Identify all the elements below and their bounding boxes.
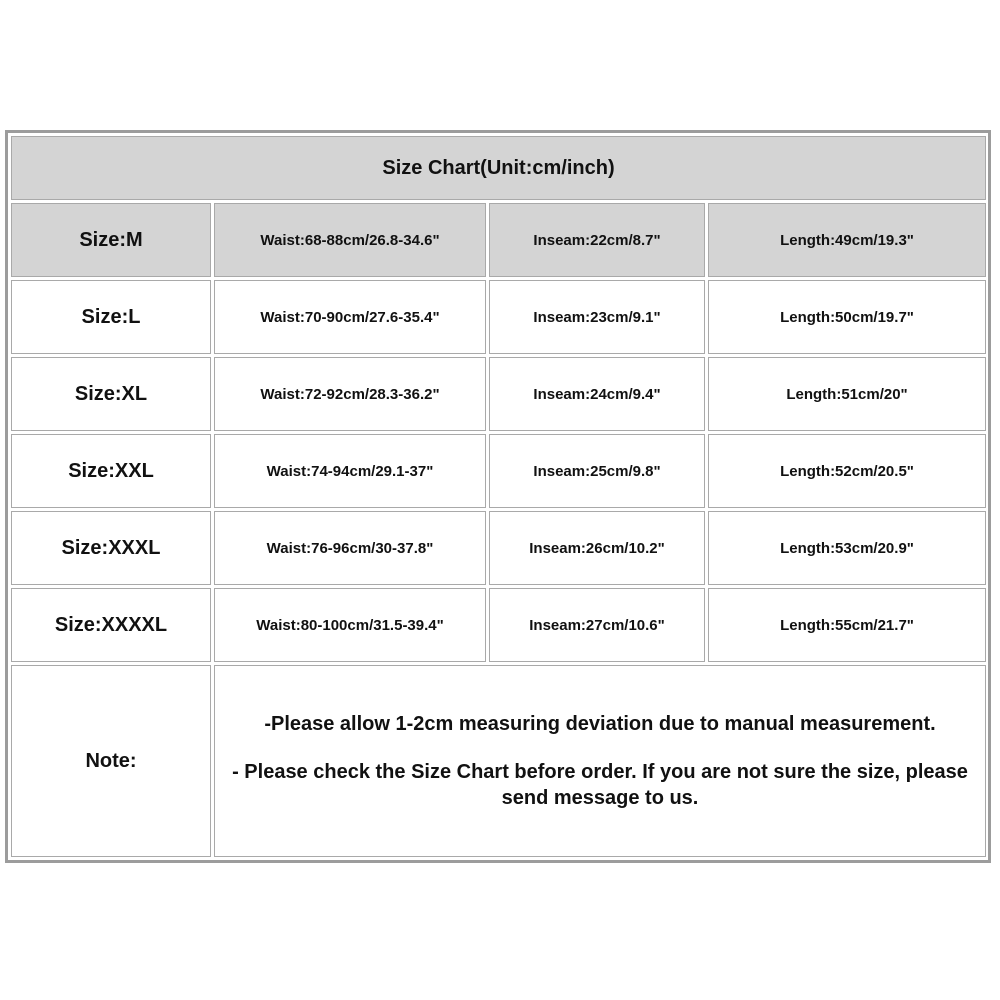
table-row <box>11 511 986 585</box>
waist-value: Waist:70-90cm/27.6-35.4" <box>214 280 486 354</box>
size-label: Size:XXL <box>11 434 211 508</box>
length-value: Length:50cm/19.7" <box>708 280 986 354</box>
size-label: Size:XXXL <box>11 511 211 585</box>
chart-title: Size Chart(Unit:cm/inch) <box>11 136 986 200</box>
note-row <box>11 665 986 857</box>
waist-value: Waist:72-92cm/28.3-36.2" <box>214 357 486 431</box>
waist-value: Waist:76-96cm/30-37.8" <box>214 511 486 585</box>
size-label: Size:M <box>11 203 211 277</box>
table-row <box>11 357 986 431</box>
size-label: Size:L <box>11 280 211 354</box>
inseam-value: Inseam:26cm/10.2" <box>489 511 705 585</box>
size-label: Size:XL <box>11 357 211 431</box>
size-chart-table <box>8 133 989 860</box>
waist-value: Waist:80-100cm/31.5-39.4" <box>214 588 486 662</box>
length-value: Length:51cm/20" <box>708 357 986 431</box>
waist-value: Waist:74-94cm/29.1-37" <box>214 434 486 508</box>
size-chart <box>5 130 991 863</box>
table-row <box>11 203 986 277</box>
length-value: Length:49cm/19.3" <box>708 203 986 277</box>
inseam-value: Inseam:23cm/9.1" <box>489 280 705 354</box>
note-line-1: -Please allow 1-2cm measuring deviation due to manual measurement. <box>264 713 936 735</box>
size-label: Size:XXXXL <box>11 588 211 662</box>
length-value: Length:52cm/20.5" <box>708 434 986 508</box>
inseam-value: Inseam:22cm/8.7" <box>489 203 705 277</box>
table-row <box>11 588 986 662</box>
inseam-value: Inseam:27cm/10.6" <box>489 588 705 662</box>
inseam-value: Inseam:24cm/9.4" <box>489 357 705 431</box>
note-line-2: - Please check the Size Chart before order. If you are not sure the size, please send message to us. <box>232 761 968 809</box>
inseam-value: Inseam:25cm/9.8" <box>489 434 705 508</box>
waist-value: Waist:68-88cm/26.8-34.6" <box>214 203 486 277</box>
table-row <box>11 434 986 508</box>
length-value: Length:53cm/20.9" <box>708 511 986 585</box>
note-text <box>214 665 986 857</box>
note-label: Note: <box>11 665 211 857</box>
table-row <box>11 280 986 354</box>
length-value: Length:55cm/21.7" <box>708 588 986 662</box>
